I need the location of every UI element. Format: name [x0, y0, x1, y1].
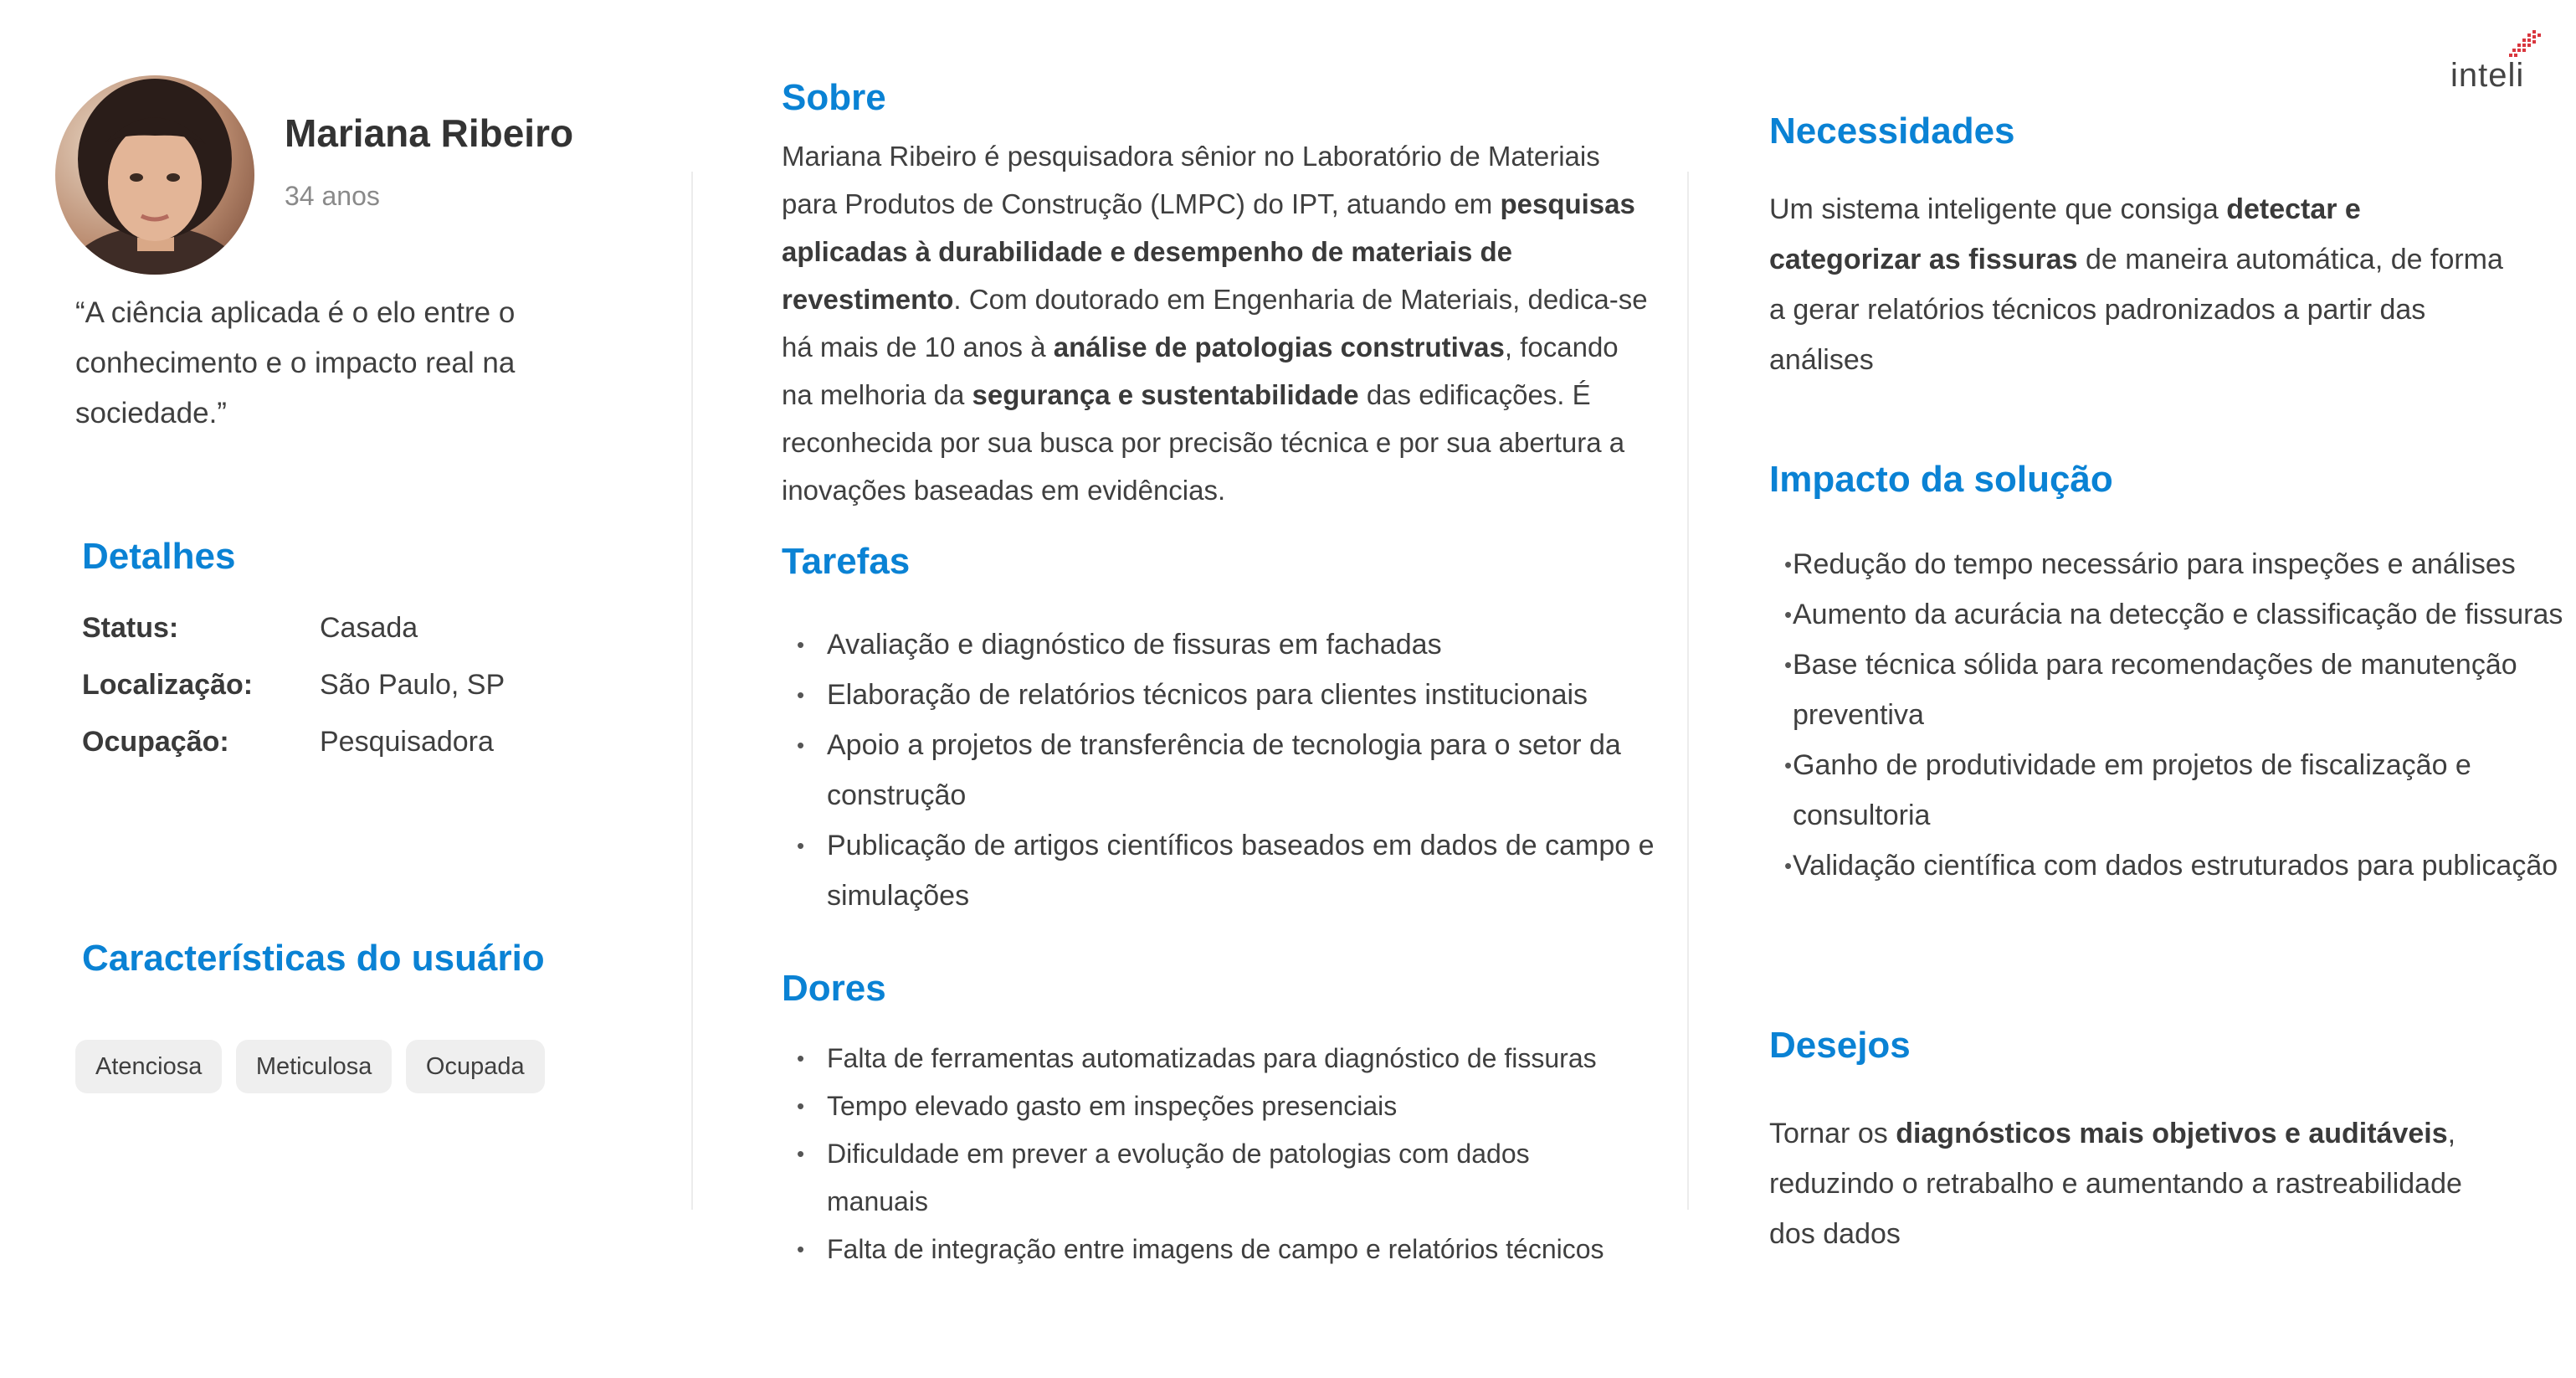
about-title: Sobre [782, 77, 886, 118]
column-divider-right [1687, 172, 1689, 1210]
detail-key: Ocupação: [82, 726, 229, 758]
detail-key: Localização: [82, 669, 254, 701]
about-text-segment: . Com doutorado em Engenharia de Materiais, dedica-se há mais de 10 anos à [782, 284, 1648, 362]
needs-text-segment: Um sistema inteligente que consiga [1769, 193, 2227, 225]
detail-value: Pesquisadora [320, 726, 494, 758]
desires-text [1769, 1108, 2506, 1259]
persona-age: 34 anos [285, 181, 380, 211]
list-item: • Dificuldade em prever a evolução de patologias com dados manuais [782, 1130, 1619, 1226]
desires-text-segment: , reduzindo o retrabalho e aumentando a rastreabilidade dos dados [1769, 1118, 2462, 1250]
avatar-portrait-icon [55, 75, 254, 275]
persona-quote: “A ciência aplicada é o elo entre o conhecimento e o impacto real na sociedade.” [75, 296, 516, 429]
details-title: Detalhes [82, 536, 236, 577]
tasks-title: Tarefas [782, 541, 911, 582]
needs-text-segment: de maneira automática, de forma a gerar relatórios técnicos padronizados a partir das análises [1769, 244, 2503, 376]
impact-title: Impacto da solução [1769, 459, 2113, 500]
needs-text-highlight: detectar e categorizar as fissuras [1769, 193, 2361, 275]
about-text-segment: , focando na melhoria da [782, 332, 1619, 410]
impact-list [1769, 539, 2573, 891]
detail-value: Casada [320, 612, 418, 644]
list-item: • Apoio a projetos de transferência de tecnologia para o setor da construção [782, 720, 1660, 820]
column-divider-left [691, 172, 693, 1210]
desires-text-highlight: diagnósticos mais objetivos e auditáveis [1896, 1118, 2448, 1149]
pains-title: Dores [782, 968, 886, 1009]
list-item: • Elaboração de relatórios técnicos para clientes institucionais [782, 670, 1660, 720]
list-item: • Redução do tempo necessário para inspeções e análises [1769, 539, 2573, 589]
about-text [782, 132, 1652, 514]
detail-row-status [82, 599, 584, 656]
details-list [82, 599, 584, 770]
about-text-highlight: análise de patologias construtivas [1053, 332, 1505, 362]
detail-key: Status: [82, 612, 179, 644]
about-text-segment: das edificações. É reconhecida por sua busca por precisão técnica e por sua abertura a inovações baseadas em evidências. [782, 379, 1625, 506]
desires-title: Desejos [1769, 1025, 1911, 1066]
brand-logo [2450, 30, 2559, 97]
about-text-segment: Mariana Ribeiro é pesquisadora sênior no Laboratório de Materiais para Produtos de Construção (LMPC) do IPT, atuando em [782, 141, 1600, 219]
detail-row-occupation [82, 713, 584, 770]
about-text-highlight: pesquisas aplicadas à durabilidade e desempenho de materiais de revestimento [782, 188, 1635, 315]
detail-value: São Paulo, SP [320, 669, 505, 701]
list-item: • Falta de ferramentas automatizadas para diagnóstico de fissuras [782, 1035, 1619, 1082]
tag-chip: Meticulosa [236, 1040, 393, 1093]
avatar [55, 75, 254, 275]
list-item: • Aumento da acurácia na detecção e classificação de fissuras [1769, 589, 2573, 640]
tag-chip: Atenciosa [75, 1040, 222, 1093]
persona-name: Mariana Ribeiro [285, 111, 574, 155]
list-item: • Tempo elevado gasto em inspeções presenciais [782, 1082, 1619, 1130]
tag-chip: Ocupada [406, 1040, 545, 1093]
detail-row-location [82, 656, 584, 713]
list-item: • Publicação de artigos científicos baseados em dados de campo e simulações [782, 820, 1660, 921]
characteristics-title: Características do usuário [82, 938, 545, 979]
characteristics-tags [75, 1040, 555, 1093]
about-text-highlight: segurança e sustentabilidade [972, 379, 1359, 410]
list-item: • Validação científica com dados estruturados para publicação [1769, 841, 2573, 891]
list-item: • Avaliação e diagnóstico de fissuras em fachadas [782, 620, 1660, 670]
logo-text: inteli [2450, 57, 2525, 94]
desires-text-segment: Tornar os [1769, 1118, 1896, 1149]
list-item: • Falta de integração entre imagens de campo e relatórios técnicos [782, 1226, 1619, 1273]
needs-title: Necessidades [1769, 111, 2015, 152]
needs-text [1769, 184, 2506, 385]
list-item: • Ganho de produtividade em projetos de fiscalização e consultoria [1769, 740, 2573, 841]
list-item: • Base técnica sólida para recomendações de manutenção preventiva [1769, 640, 2573, 740]
tasks-list [782, 620, 1660, 921]
pains-list [782, 1035, 1619, 1273]
